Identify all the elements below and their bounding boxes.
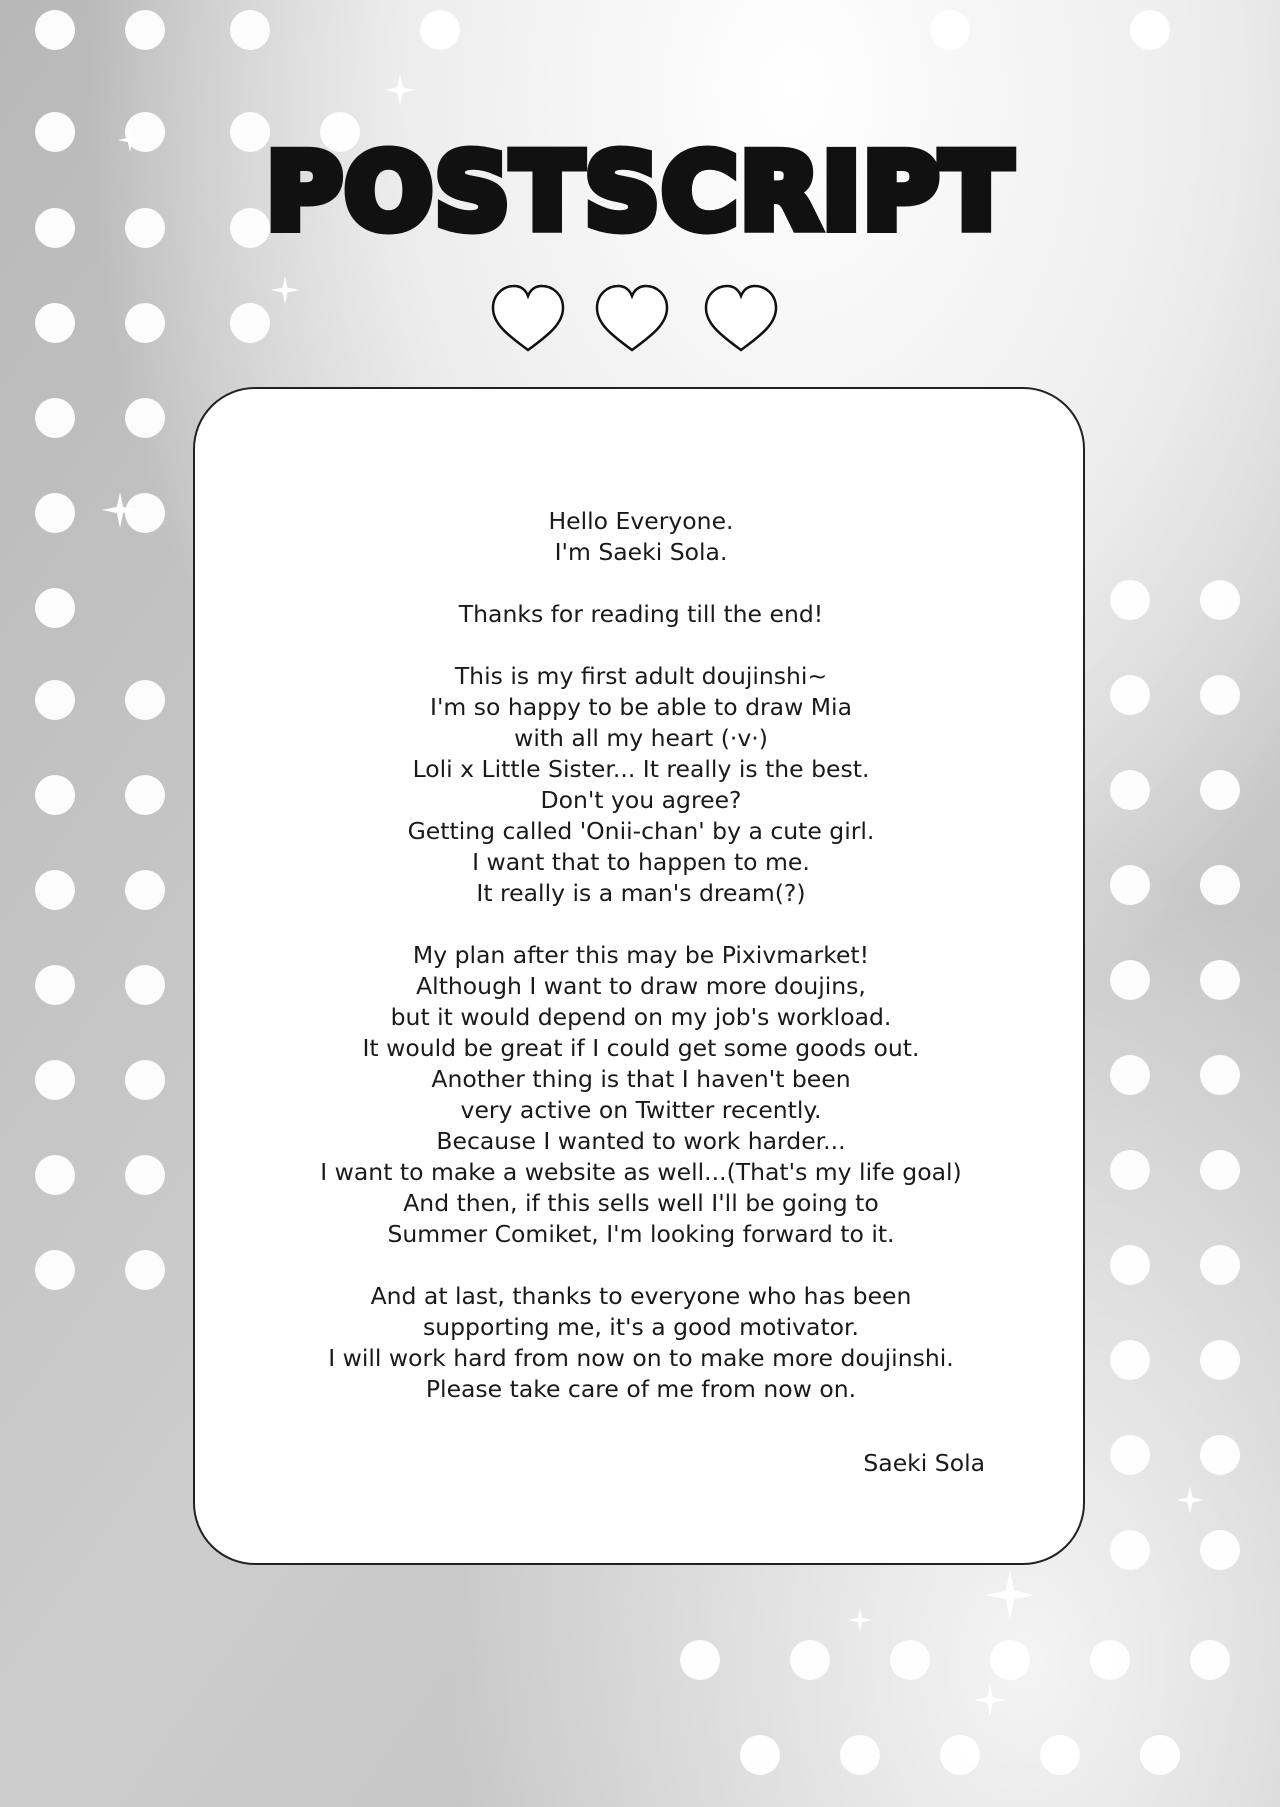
bokeh-dot — [680, 1640, 720, 1680]
signature: Saeki Sola — [863, 1449, 985, 1477]
bokeh-dot — [230, 10, 270, 50]
bokeh-dot — [1190, 1640, 1230, 1680]
bokeh-dot — [1110, 1055, 1150, 1095]
bokeh-dot — [1200, 1245, 1240, 1285]
bokeh-dot — [420, 10, 460, 50]
bokeh-dot — [35, 10, 75, 50]
heart-icon — [706, 286, 776, 350]
bokeh-dot — [125, 680, 165, 720]
letter-line: supporting me, it's a good motivator. — [422, 1313, 860, 1341]
paragraph — [195, 506, 1087, 568]
bokeh-dot — [1200, 1055, 1240, 1095]
bokeh-dot — [1200, 865, 1240, 905]
bokeh-dot — [1110, 1530, 1150, 1570]
letter-line: I want that to happen to me. — [472, 848, 810, 876]
hearts-row — [0, 278, 1280, 358]
bokeh-dot — [940, 1735, 980, 1775]
bokeh-dot — [1200, 1530, 1240, 1570]
bokeh-dot — [125, 398, 165, 438]
letter-line: My plan after this may be Pixivmarket! — [412, 941, 870, 969]
bokeh-dot — [1110, 1340, 1150, 1380]
letter-line: Loli x Little Sister... It really is the best. — [412, 755, 870, 783]
bokeh-dot — [35, 1060, 75, 1100]
letter-line: I'm Saeki Sola. — [554, 538, 728, 566]
letter-line: Summer Comiket, I'm looking forward to it. — [387, 1220, 895, 1248]
letter-line: Thanks for reading till the end! — [458, 600, 824, 628]
letter-line: Because I wanted to work harder... — [436, 1127, 846, 1155]
bokeh-dot — [35, 870, 75, 910]
bokeh-dot — [1200, 675, 1240, 715]
letter-line: Hello Everyone. — [548, 507, 734, 535]
bokeh-dot — [1110, 1150, 1150, 1190]
bokeh-dot — [35, 965, 75, 1005]
message-panel — [193, 387, 1085, 1565]
bokeh-dot — [125, 1250, 165, 1290]
bokeh-dot — [740, 1735, 780, 1775]
bokeh-dot — [1140, 1735, 1180, 1775]
bokeh-dot — [35, 1155, 75, 1195]
letter-line: but it would depend on my job's workload. — [390, 1003, 892, 1031]
bokeh-dot — [1200, 580, 1240, 620]
letter-line: It would be great if I could get some goods out. — [362, 1034, 920, 1062]
bokeh-dot — [125, 870, 165, 910]
bokeh-dot — [35, 1250, 75, 1290]
bokeh-dot — [35, 493, 75, 533]
letter-line: Getting called 'Onii-chan' by a cute girl. — [407, 817, 875, 845]
bokeh-dot — [35, 680, 75, 720]
letter-line: And at last, thanks to everyone who has been — [370, 1282, 912, 1310]
letter-line: It really is a man's dream(?) — [476, 879, 806, 907]
page-title: POSTSCRIPT — [266, 131, 1014, 253]
bokeh-dot — [930, 10, 970, 50]
bokeh-dot — [125, 1155, 165, 1195]
bokeh-dot — [1200, 1150, 1240, 1190]
bokeh-dot — [890, 1640, 930, 1680]
letter-line: very active on Twitter recently. — [460, 1096, 822, 1124]
heart-icon — [493, 286, 563, 350]
bokeh-dot — [1110, 1245, 1150, 1285]
bokeh-dot — [1110, 865, 1150, 905]
bokeh-dot — [1110, 675, 1150, 715]
bokeh-dot — [1200, 1340, 1240, 1380]
letter-line: And then, if this sells well I'll be going to — [403, 1189, 879, 1217]
letter-line: I will work hard from now on to make more doujinshi. — [328, 1344, 954, 1372]
paragraph — [195, 599, 1087, 630]
letter-line: I want to make a website as well...(That's my life goal) — [320, 1158, 962, 1186]
letter-line: This is my first adult doujinshi~ — [454, 662, 828, 690]
letter-line: Another thing is that I haven't been — [431, 1065, 851, 1093]
bokeh-dot — [125, 1060, 165, 1100]
bokeh-dot — [1130, 10, 1170, 50]
bokeh-dot — [1110, 1435, 1150, 1475]
bokeh-dot — [125, 10, 165, 50]
letter-line: Although I want to draw more doujins, — [416, 972, 866, 1000]
bokeh-dot — [840, 1735, 880, 1775]
bokeh-dot — [1110, 770, 1150, 810]
bokeh-dot — [1040, 1735, 1080, 1775]
paragraph — [195, 1281, 1087, 1405]
letter-line: with all my heart (·v·) — [514, 724, 768, 752]
letter-line: I'm so happy to be able to draw Mia — [430, 693, 852, 721]
bokeh-dot — [125, 775, 165, 815]
letter-body — [195, 506, 1087, 1405]
bokeh-dot — [1110, 960, 1150, 1000]
bokeh-dot — [35, 398, 75, 438]
letter-line: Don't you agree? — [540, 786, 742, 814]
bokeh-dot — [35, 588, 75, 628]
heart-icon — [597, 286, 667, 350]
bokeh-dot — [125, 965, 165, 1005]
bokeh-dot — [790, 1640, 830, 1680]
bokeh-dot — [1200, 1435, 1240, 1475]
bokeh-dot — [1200, 770, 1240, 810]
bokeh-dot — [35, 775, 75, 815]
letter-line: Please take care of me from now on. — [425, 1375, 857, 1403]
paragraph — [195, 940, 1087, 1250]
bokeh-dot — [990, 1640, 1030, 1680]
bokeh-dot — [1090, 1640, 1130, 1680]
bokeh-dot — [125, 493, 165, 533]
bokeh-dot — [1110, 580, 1150, 620]
bokeh-dot — [1200, 960, 1240, 1000]
paragraph — [195, 661, 1087, 909]
